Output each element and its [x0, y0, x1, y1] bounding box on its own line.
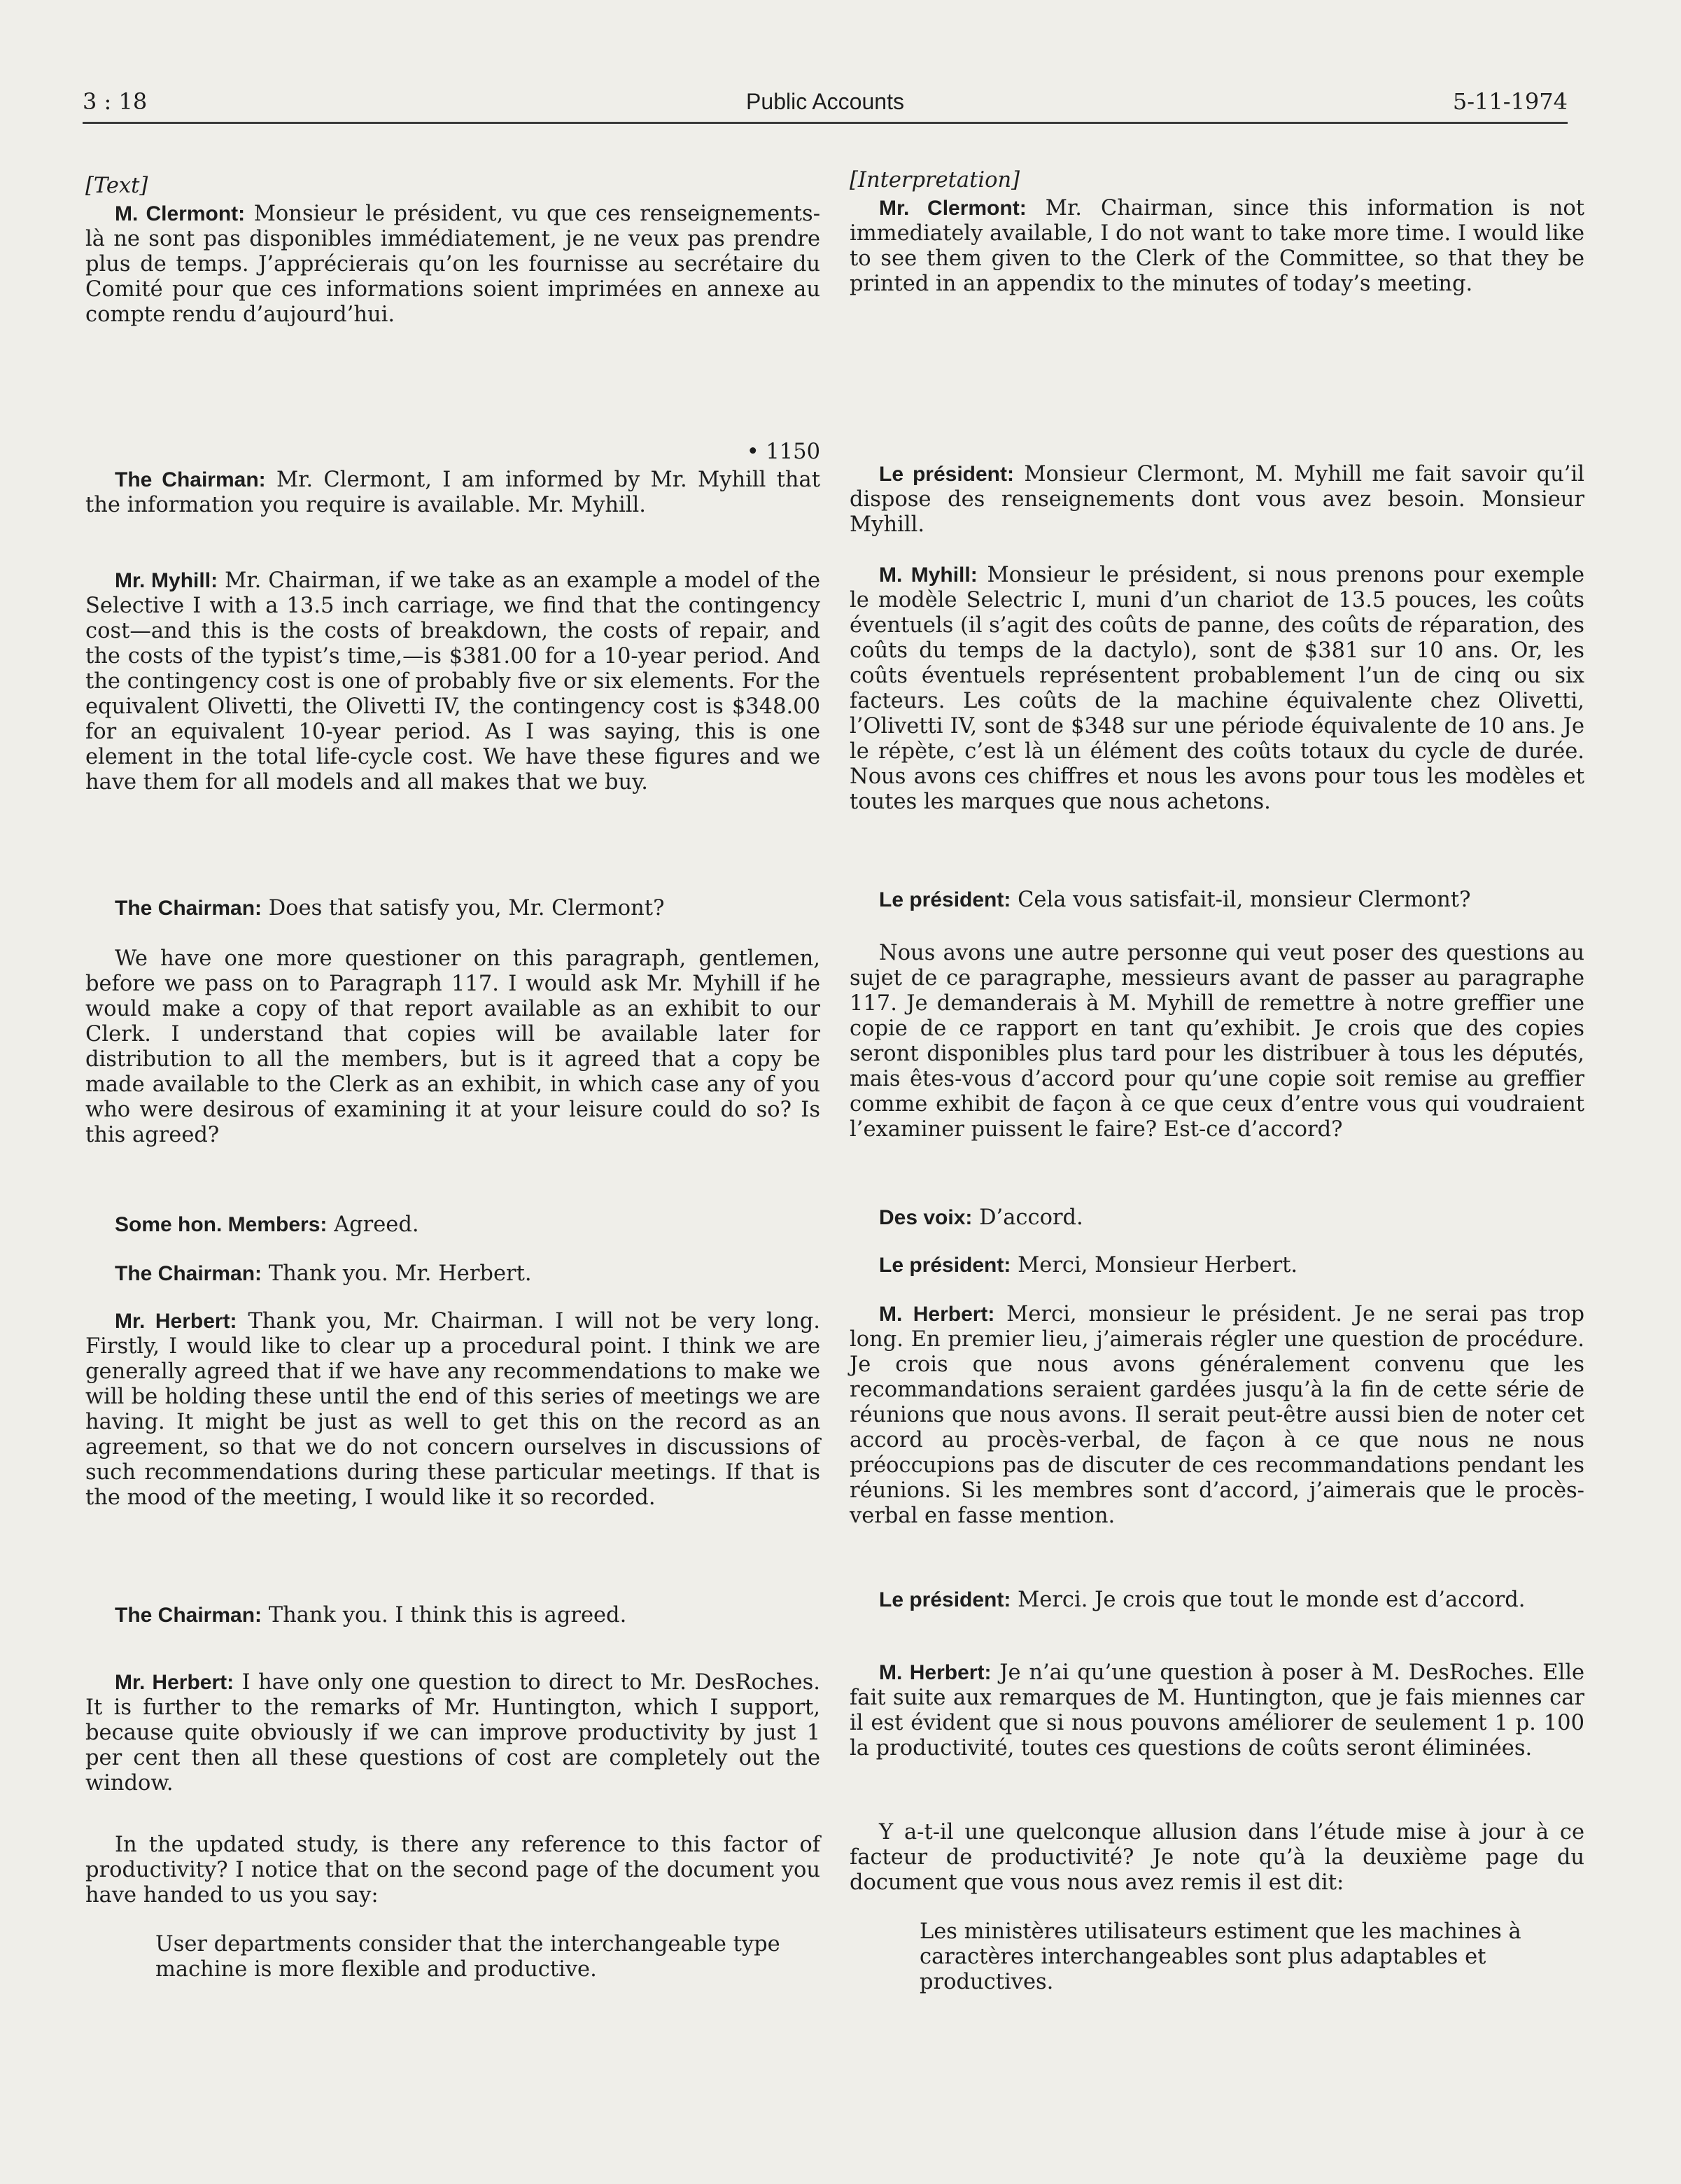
paragraph-text: Je n’ai qu’une question à poser à M. DesRoches. Elle fait suite aux remarques de M. Huntington, que je fais miennes car il est évident que si nous pouvons améliorer de seulement 1 p. 100 la productivité, toutes ces questions de coûts seront éliminées.	[850, 1660, 1584, 1760]
paragraph-clermont	[850, 196, 1584, 297]
quoted-passage: User departments consider that the interchangeable type machine is more flexible and productive.	[155, 1932, 780, 1982]
paragraph-text: Monsieur Clermont, M. Myhill me fait savoir qu’il dispose des renseignements dont vous avez besoin. Monsieur Myhill.	[850, 462, 1584, 537]
paragraph-chairman-4	[85, 1261, 820, 1287]
paragraph-herbert-3: In the updated study, is there any reference to this factor of productivity? I notice that on the second page of the document you have handed to us you say:	[85, 1833, 820, 1907]
speaker-name: Mr. Myhill:	[115, 569, 218, 592]
paragraph-herbert-3: Y a-t-il une quelconque allusion dans l’étude mise à jour à ce facteur de productivité? Je note qu’à la deuxième page du document que vous nous avez remis il est dit:	[850, 1820, 1584, 1895]
paragraph-text: Monsieur le président, vu que ces renseignements-là ne sont pas disponibles immédiatement, je ne veux pas prendre plus de temps. J’apprécierais qu’on les fournisse au secrétaire du Comité pour que ces informations soient imprimées en annexe au compte rendu d’aujourd’hui.	[85, 202, 821, 327]
paragraph-president-1	[850, 462, 1584, 538]
speaker-name: Mr. Clermont:	[879, 197, 1027, 220]
speaker-name: M. Myhill:	[879, 564, 978, 587]
speaker-name: The Chairman:	[115, 1604, 262, 1627]
paragraph-text: Thank you. Mr. Herbert.	[262, 1261, 532, 1286]
paragraph-chairman-3: We have one more questioner on this paragraph, gentlemen, before we pass on to Paragraph 117. I would ask Mr. Myhill if he would make a copy of that report available as an exhibit to our Clerk. I understand that copies will be available later for distribution to all the members, but is it agreed that a copy be made available to the Clerk as an exhibit, in which case any of you who were desirous of examining it at your leisure could do so? Is this agreed?	[85, 946, 820, 1147]
speaker-name: The Chairman:	[115, 468, 266, 491]
speaker-name: M. Herbert:	[879, 1661, 992, 1684]
paragraph-herbert-1	[85, 1309, 820, 1511]
speaker-name: Le président:	[879, 463, 1014, 486]
paragraph-members	[85, 1212, 820, 1238]
speaker-name: M. Clermont:	[115, 202, 246, 225]
paragraph-clermont	[85, 202, 820, 328]
speaker-name: The Chairman:	[115, 897, 262, 920]
speaker-name: Some hon. Members:	[115, 1213, 328, 1236]
page-header	[83, 83, 1568, 124]
paragraph-text: Mr. Clermont, I am informed by Mr. Myhill that the information you require is available. Mr. Myhill.	[85, 468, 821, 517]
paragraph-text: D’accord.	[972, 1205, 1083, 1230]
paragraph-voices	[850, 1205, 1584, 1231]
paragraph-myhill	[85, 568, 820, 795]
speaker-name: Des voix:	[879, 1206, 973, 1229]
speaker-name: Le président:	[879, 1588, 1011, 1611]
paragraph-herbert-2	[850, 1660, 1584, 1761]
speaker-name: Mr. Herbert:	[115, 1310, 237, 1333]
paragraph-chairman-2	[85, 896, 820, 921]
paragraph-text: Merci. Je crois que tout le monde est d’accord.	[1011, 1588, 1526, 1612]
paragraph-president-2	[850, 888, 1584, 913]
speaker-name: Le président:	[879, 888, 1011, 911]
speaker-name: The Chairman:	[115, 1262, 262, 1285]
paragraph-president-3: Nous avons une autre personne qui veut poser des questions au sujet de ce paragraphe, messieurs avant de passer au paragraphe 117. Je demanderais à M. Myhill de remettre à notre greffier une copie de ce rapport en tant qu’exhibit. Je crois que des copies seront disponibles plus tard pour les distribuer à tous les députés, mais êtes-vous d’accord pour qu’une copie soit remise au greffier comme exhibit de façon à ce que ceux d’entre vous qui voudraient l’examiner puissent le faire? Est-ce d’accord?	[850, 941, 1584, 1142]
speaker-name: Le président:	[879, 1254, 1011, 1277]
page-number: 3 : 18	[83, 88, 148, 115]
paragraph-chairman-5	[85, 1603, 820, 1628]
speaker-name: M. Herbert:	[879, 1303, 995, 1326]
speaker-name: Mr. Herbert:	[115, 1671, 234, 1694]
quoted-passage: Les ministères utilisateurs estiment que les machines à caractères interchangeables sont plus adaptables et productives.	[920, 1919, 1521, 1994]
paragraph-text: Agreed.	[327, 1212, 419, 1237]
paragraph-text: Mr. Chairman, since this information is not immediately available, I do not want to take more time. I would like to see them given to the Clerk of the Committee, so that they be printed in an appendix to the minutes of today’s meeting.	[850, 196, 1584, 296]
sitting-date: 5-11-1974	[1452, 88, 1568, 115]
paragraph-text: I have only one question to direct to Mr. DesRoches. It is further to the remarks of Mr. Huntington, which I support, because quite obviously if we can improve productivity by just 1 per cent then all these questions of cost are completely out the window.	[85, 1670, 820, 1795]
paragraph-text: Cela vous satisfait-il, monsieur Clermont?	[1011, 888, 1471, 912]
publication-title: Public Accounts	[746, 89, 904, 114]
paragraph-herbert-1	[850, 1302, 1584, 1529]
text-label: [Text]	[85, 174, 148, 198]
paragraph-text: Merci, Monsieur Herbert.	[1011, 1253, 1298, 1278]
paragraph-text: Monsieur le président, si nous prenons pour exemple le modèle Selectric I, muni d’un chariot de 13.5 pouces, les coûts éventuels (il s’agit des coûts de panne, des coûts de réparation, des coûts du temps de la dactylo), sont de $381 sur 10 ans. Or, les coûts éventuels représentent probablement l’un de cinq ou six facteurs. Les coûts de la machine équivalente chez Olivetti, l’Olivetti IV, sont de $348 sur une période équivalente de 10 ans. Je le répète, c’est là un élément des coûts totaux du cycle de durée. Nous avons ces chiffres et nous les avons pour tous les modèles et toutes les marques que nous achetons.	[850, 563, 1584, 814]
paragraph-text: Does that satisfy you, Mr. Clermont?	[262, 896, 665, 920]
paragraph-text: Thank you. I think this is agreed.	[262, 1603, 627, 1628]
paragraph-text: Merci, monsieur le président. Je ne serai pas trop long. En premier lieu, j’aimerais régler une question de procédure. Je crois que nous avons généralement convenu que les recommandations seraient gardées jusqu’à la fin de cette série de réunions que nous avons. Il serait peut-être aussi bien de noter cet accord au procès-verbal, de façon à ce que nous ne nous préoccupions pas de discuter de ces recommandations pendant les réunions. Si les membres sont d’accord, j’aimerais que le procès-verbal en fasse mention.	[850, 1302, 1585, 1528]
time-marker: • 1150	[746, 440, 820, 464]
paragraph-president-5	[850, 1588, 1584, 1613]
paragraph-text: Mr. Chairman, if we take as an example a model of the Selective I with a 13.5 inch carriage, we find that the contingency cost—and this is the costs of breakdown, the costs of repair, and the costs of the typist’s time,—is $381.00 for a 10-year period. And the contingency cost is one of probably five or six elements. For the equivalent Olivetti, the Olivetti IV, the contingency cost is $348.00 for an equivalent 10-year period. As I was saying, this is one element in the total life-cycle cost. We have these figures and we have them for all models and all makes that we buy.	[85, 568, 820, 794]
paragraph-president-4	[850, 1253, 1584, 1278]
paragraph-text: Thank you, Mr. Chairman. I will not be very long. Firstly, I would like to clear up a procedural point. I think we are generally agreed that if we have any recommendations to make we will be holding these until the end of this series of meetings we are having. It might be just as well to get this on the record as an agreement, so that we do not concern ourselves in discussions of such recommendations during these particular meetings. If that is the mood of the meeting, I would like it so recorded.	[85, 1309, 820, 1510]
paragraph-herbert-2	[85, 1670, 820, 1796]
paragraph-chairman-1	[85, 468, 820, 518]
interpretation-label: [Interpretation]	[850, 168, 1020, 192]
paragraph-myhill	[850, 563, 1584, 815]
